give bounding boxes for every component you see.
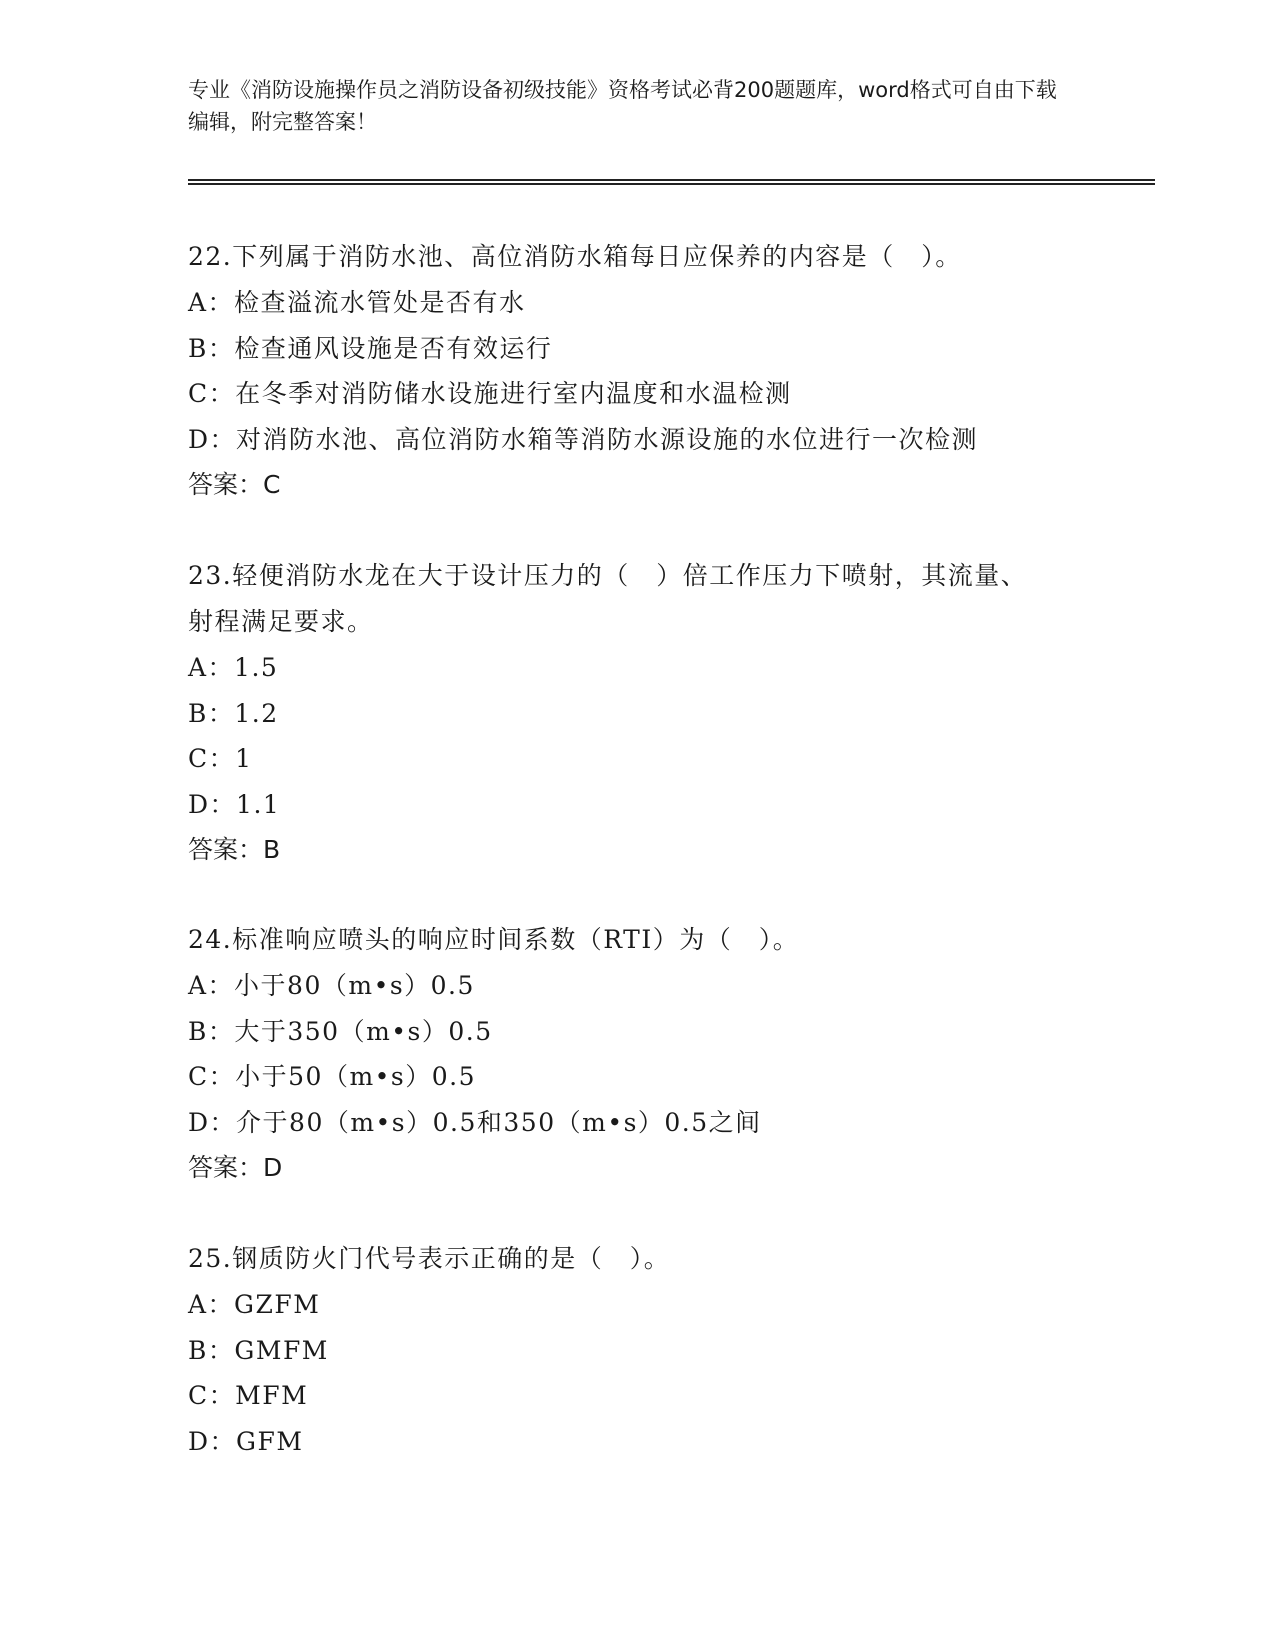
question-25 [188, 1236, 1088, 1464]
option-b: B：GMFM [188, 1335, 329, 1365]
option-b: B：1.2 [188, 698, 279, 728]
option-d: D：GFM [188, 1426, 304, 1456]
question-stem: 23.轻便消防水龙在大于设计压力的（ ）倍工作压力下喷射，其流量、射程满足要求。 [188, 561, 1028, 636]
option-c: C：MFM [188, 1381, 309, 1410]
option-a: A：1.5 [188, 653, 279, 682]
header-rule-top [188, 179, 1155, 181]
option-a: A：小于80（m•s）0.5 [188, 971, 475, 1000]
option-d: D：1.1 [188, 789, 281, 819]
option-c: C：在冬季对消防储水设施进行室内温度和水温检测 [188, 379, 792, 408]
option-a: A：检查溢流水管处是否有水 [188, 288, 526, 317]
document-header: 专业《消防设施操作员之消防设备初级技能》资格考试必背200题题库，word格式可自由下载编辑，附完整答案！ [188, 78, 1057, 134]
answer: 答案：D [188, 1153, 283, 1182]
answer: 答案：B [188, 835, 281, 864]
question-22 [188, 234, 1088, 507]
question-stem: 24.标准响应喷头的响应时间系数（RTI）为（ ）。 [188, 925, 800, 954]
option-b: B：检查通风设施是否有效运行 [188, 333, 553, 363]
question-24 [188, 917, 1088, 1190]
option-c: C：小于50（m•s）0.5 [188, 1062, 476, 1091]
option-c: C：1 [188, 744, 253, 773]
option-a: A：GZFM [188, 1290, 321, 1319]
option-d: D：介于80（m•s）0.5和350（m•s）0.5之间 [188, 1107, 762, 1137]
option-d: D：对消防水池、高位消防水箱等消防水源设施的水位进行一次检测 [188, 424, 979, 454]
question-stem: 25.钢质防火门代号表示正确的是（ ）。 [188, 1244, 671, 1273]
option-b: B：大于350（m•s）0.5 [188, 1016, 493, 1046]
question-stem: 22.下列属于消防水池、高位消防水箱每日应保养的内容是（ ）。 [188, 242, 962, 271]
question-23 [188, 553, 1048, 872]
answer: 答案：C [188, 470, 281, 499]
header-rule-bottom [188, 183, 1155, 185]
